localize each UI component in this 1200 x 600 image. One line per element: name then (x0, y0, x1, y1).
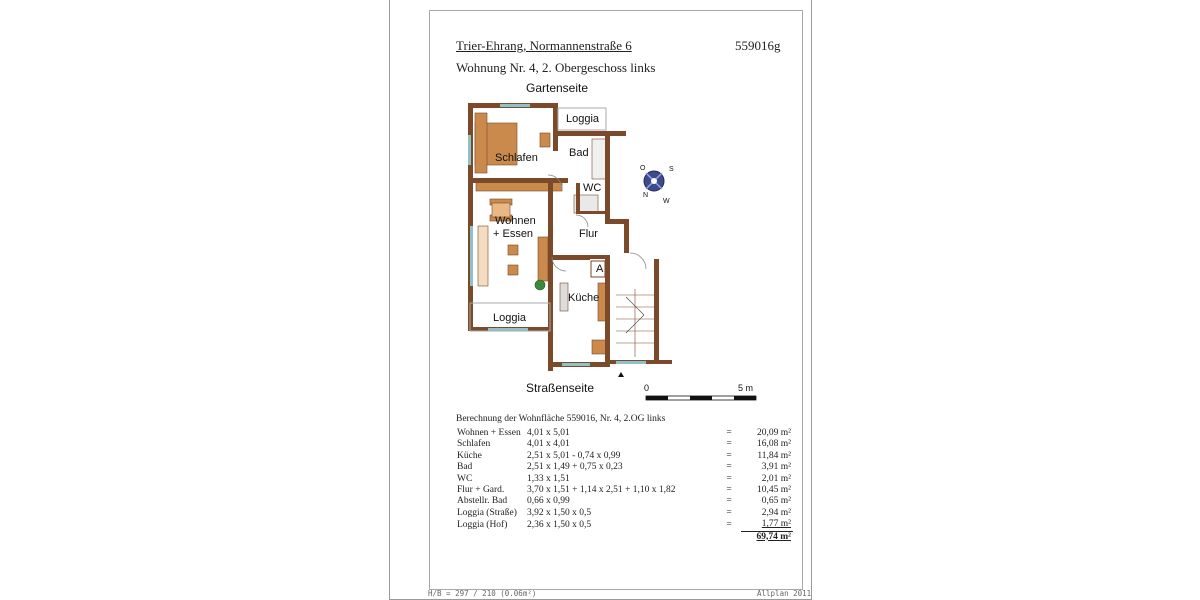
scale-end: 5 m (738, 383, 754, 393)
area-calculation-table (455, 428, 793, 543)
label-kueche: Küche (568, 292, 600, 304)
calc-formula: 2,51 x 5,01 - 0,74 x 0,99 (527, 450, 621, 461)
calc-result: 2,01 m² (761, 473, 791, 484)
address-title: Trier-Ehrang, Normannenstraße 6 (456, 38, 632, 53)
calc-eq: = (726, 428, 732, 438)
calc-name: Loggia (Hof) (457, 519, 508, 530)
calc-eq: = (726, 496, 732, 507)
label-loggia-bottom: Loggia (493, 312, 527, 324)
calc-formula: 2,36 x 1,50 x 0,5 (527, 519, 592, 530)
compass-icon (640, 165, 674, 205)
object-code: 559016g (735, 38, 781, 53)
calculation-row (455, 519, 793, 531)
calculation-row (455, 428, 793, 439)
calc-result: 3,91 m² (761, 462, 791, 473)
label-wc: WC (583, 182, 602, 194)
calc-eq: = (726, 519, 732, 530)
calculation-row (455, 485, 793, 496)
calculation-row (455, 462, 793, 473)
label-wohnen-1: Wohnen (495, 215, 536, 227)
footer-left: H/B = 297 / 210 (0.06m²) (428, 589, 537, 598)
calc-name: Schlafen (457, 439, 491, 450)
calc-result: 11,84 m² (757, 450, 791, 461)
calc-name: Bad (457, 462, 473, 473)
compass-s: S (669, 166, 674, 173)
calculation-row (455, 439, 793, 450)
label-schlafen: Schlafen (495, 152, 538, 164)
calc-eq: = (726, 485, 732, 496)
calc-name: Wohnen + Essen (457, 428, 521, 438)
calc-eq: = (726, 507, 732, 518)
calc-name: Küche (457, 450, 482, 461)
scale-start: 0 (644, 383, 650, 393)
label-loggia-top: Loggia (566, 113, 600, 125)
calculation-row (455, 474, 793, 485)
calc-formula: 2,51 x 1,49 + 0,75 x 0,23 (527, 462, 623, 473)
calc-eq: = (726, 439, 732, 450)
label-flur: Flur (579, 228, 598, 240)
compass-n: N (643, 192, 649, 199)
calc-name: WC (457, 473, 473, 484)
calculation-title: Berechnung der Wohnfläche 559016, Nr. 4, 2.OG links (456, 414, 666, 424)
label-a: A (596, 263, 604, 275)
calculation-row (455, 451, 793, 462)
calculation-row (455, 508, 793, 519)
calc-formula: 4,01 x 5,01 (527, 428, 570, 438)
calc-formula: 1,33 x 1,51 (527, 473, 570, 484)
calc-result: 20,09 m² (757, 428, 791, 438)
unit-title: Wohnung Nr. 4, 2. Obergeschoss links (456, 60, 656, 75)
entrance-marker (618, 372, 624, 377)
scale-bar (644, 383, 756, 400)
calc-formula: 3,92 x 1,50 x 0,5 (527, 507, 592, 518)
label-wohnen-2: + Essen (493, 228, 534, 240)
calc-total: 69,74 m² (741, 531, 793, 543)
street-side-label: Straßenseite (526, 381, 595, 395)
label-bad: Bad (569, 147, 589, 159)
calc-formula: 3,70 x 1,51 + 1,14 x 2,51 + 1,10 x 1,82 (527, 485, 676, 496)
calc-result: 2,94 m² (761, 507, 791, 518)
calc-result: 1,77 m² (761, 519, 791, 530)
calculation-row (455, 496, 793, 507)
floor-plan (440, 75, 800, 405)
calculation-rows (455, 428, 793, 543)
compass-o: O (640, 165, 646, 172)
calc-result: 0,65 m² (761, 496, 791, 507)
calc-result: 10,45 m² (757, 485, 791, 496)
calc-name: Abstellr. Bad (457, 496, 508, 507)
calc-formula: 0,66 x 0,99 (527, 496, 570, 507)
calc-name: Loggia (Straße) (457, 507, 517, 518)
calc-eq: = (726, 450, 732, 461)
garden-side-label: Gartenseite (526, 81, 589, 95)
footer-right: Allplan 2011 (757, 589, 812, 598)
calc-result: 16,08 m² (757, 439, 791, 450)
calc-name: Flur + Gard. (457, 485, 505, 496)
calculation-total-row (455, 531, 793, 543)
calc-formula: 4,01 x 4,01 (527, 439, 570, 450)
calc-eq: = (726, 462, 732, 473)
calc-eq: = (726, 473, 732, 484)
compass-w: W (663, 198, 670, 205)
